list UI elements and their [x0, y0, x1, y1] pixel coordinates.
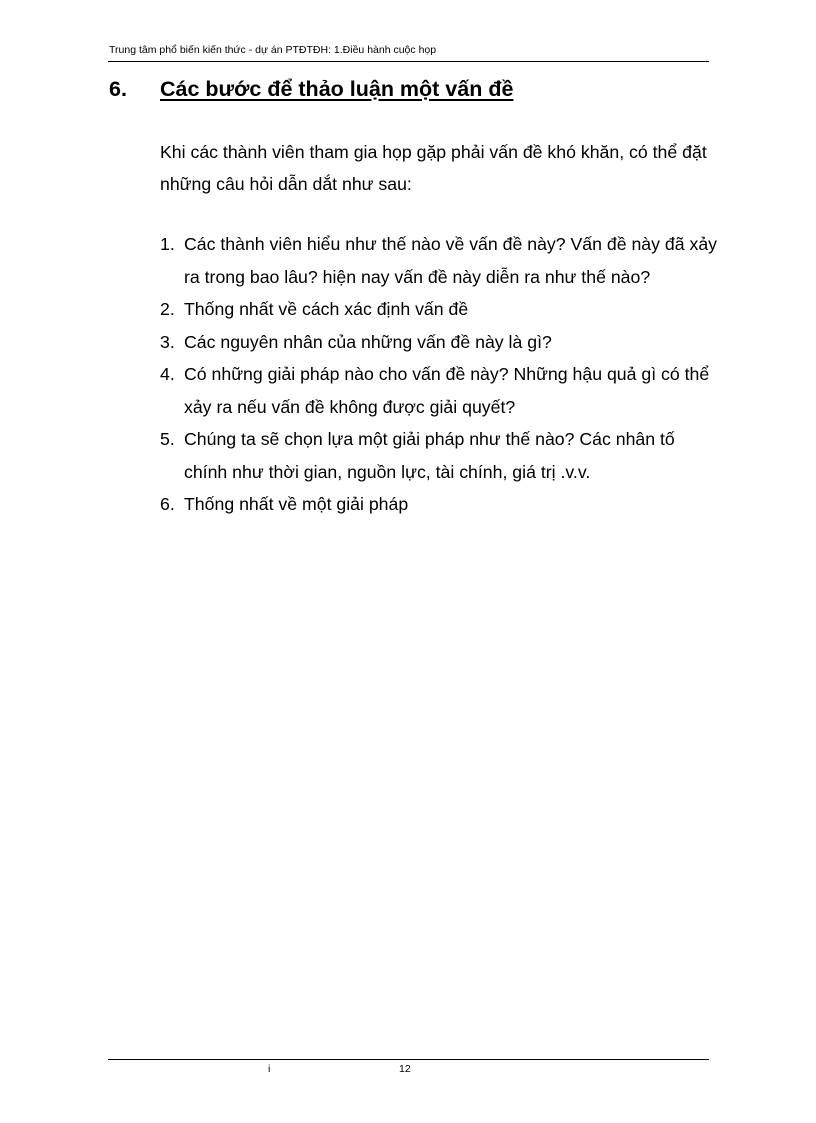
- list-item: [160, 228, 720, 293]
- list-item: [160, 423, 720, 488]
- steps-list: [160, 228, 720, 521]
- list-item: [160, 326, 720, 359]
- section-title: Các bước để thảo luận một vấn đề: [160, 77, 514, 101]
- section-number: 6.: [109, 77, 127, 101]
- footer-left-mark: i: [268, 1063, 271, 1075]
- list-item-text: Có những giải pháp nào cho vấn đề này? Những hậu quả gì có thể xảy ra nếu vấn đề không được giải quyết?: [184, 364, 710, 417]
- list-item: [160, 358, 720, 423]
- section-heading: [109, 75, 513, 103]
- list-marker: 5.: [160, 429, 175, 449]
- footer-rule: [108, 1059, 709, 1060]
- list-item-text: Các thành viên hiểu như thế nào về vấn đề này? Vấn đề này đã xảy ra trong bao lâu? hiện nay vấn đề này diễn ra như thế nào?: [184, 234, 718, 287]
- list-item-text: Chúng ta sẽ chọn lựa một giải pháp như thế nào? Các nhân tố chính như thời gian, nguồn lực, tài chính, giá trị .v.v.: [184, 429, 675, 482]
- list-marker: 4.: [160, 364, 175, 384]
- intro-paragraph: Khi các thành viên tham gia họp gặp phải vấn đề khó khăn, có thể đặt những câu hỏi dẫn dắt như sau:: [160, 142, 707, 194]
- page-number: 12: [399, 1063, 411, 1075]
- running-header: Trung tâm phổ biến kiến thức - dự án PTĐTĐH: 1.Điều hành cuộc họp: [109, 44, 437, 56]
- list-item-text: Các nguyên nhân của những vấn đề này là gì?: [184, 331, 552, 352]
- list-item: [160, 488, 720, 521]
- list-marker: 2.: [160, 299, 175, 319]
- list-marker: 3.: [160, 331, 175, 352]
- list-item: [160, 293, 720, 326]
- list-item-text: Thống nhất về cách xác định vấn đề: [184, 299, 469, 319]
- list-marker: 6.: [160, 494, 175, 514]
- header-rule: [108, 61, 709, 62]
- list-marker: 1.: [160, 234, 175, 254]
- list-item-text: Thống nhất về một giải pháp: [184, 494, 409, 514]
